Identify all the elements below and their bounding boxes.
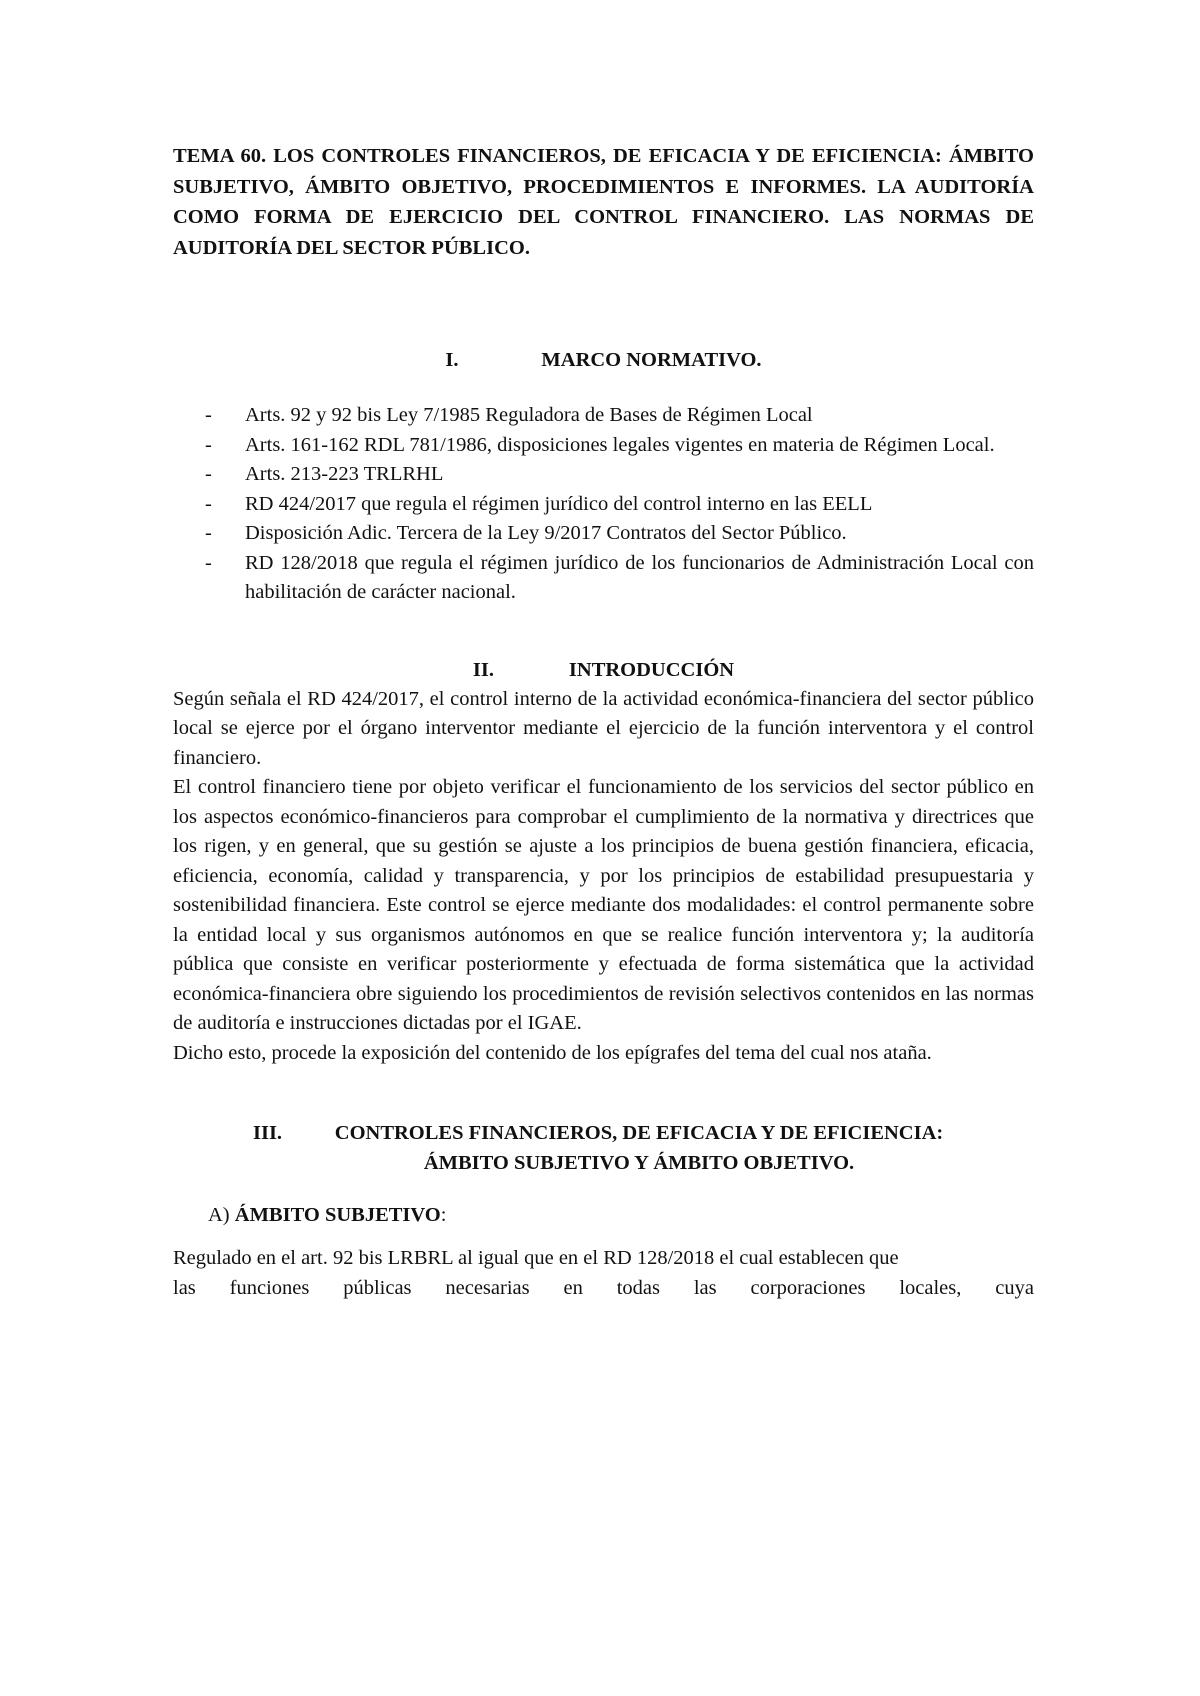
document-title: TEMA 60. LOS CONTROLES FINANCIEROS, DE EFICACIA Y DE EFICIENCIA: ÁMBITO SUBJETIVO, ÁMBITO OBJETIVO, PROCEDIMIENTOS E INFORMES. LA AUDITORÍA COMO FORMA DE EJERCICIO DEL CONTROL FINANCIERO. LAS NORMAS DE AUDITORÍA DEL SECTOR PÚBLICO. — [173, 145, 1034, 259]
subsection-suffix: : — [440, 1204, 447, 1226]
bullet-dash: - — [205, 492, 212, 515]
section-title-line-1: CONTROLES FINANCIEROS, DE EFICACIA Y DE EFICIENCIA: — [334, 1122, 944, 1144]
bullet-dash: - — [205, 404, 212, 426]
list-item: - Arts. 161-162 RDL 781/1986, disposiciones legales vigentes en materia de Régimen Local. — [173, 431, 1034, 461]
section-number: III. — [253, 1122, 283, 1144]
paragraph: Según señala el RD 424/2017, el control interno de la actividad económica-financiera del sector público local se ejerce por el órgano interventor mediante el ejercicio de la función interventora y el control financiero. — [173, 687, 1034, 769]
section-title — [324, 1118, 954, 1178]
list-item: - Arts. 92 y 92 bis Ley 7/1985 Reguladora de Bases de Régimen Local — [173, 401, 1034, 431]
section-number: I. — [445, 349, 459, 371]
regulation-list — [173, 401, 1034, 608]
paragraph: El control financiero tiene por objeto verificar el funcionamiento de los servicios del sector público en los aspectos económico-financieros para comprobar el cumplimiento de la normativa y directrices que los rigen, y en general, que su gestión se ajuste a los principios de buena gestión financiera, eficacia, eficiencia, economía, calidad y transparencia, y por los principios de estabilidad presupuestaria y sostenibilidad financiera. Este control se ejerce mediante dos modalidades: el control permanente sobre la entidad local y sus organismos autónomos en que se realice función interventora y; la auditoría pública que consiste en verificar posteriormente y efectuada de forma sistemática que la actividad económica-financiera obre siguiendo los procedimientos de revisión selectivos contenidos en las normas de auditoría e instrucciones dictadas por el IGAE. — [173, 776, 1034, 1034]
section-title-line-2: ÁMBITO SUBJETIVO Y ÁMBITO OBJETIVO. — [423, 1152, 855, 1174]
bullet-dash: - — [205, 463, 212, 485]
list-item: - Disposición Adic. Tercera de la Ley 9/2017 Contratos del Sector Público. — [173, 519, 1034, 549]
bullet-dash: - — [205, 522, 212, 544]
subsection-heading — [208, 1200, 1034, 1230]
section-heading-controles — [173, 1118, 1034, 1178]
list-item: - RD 424/2017 que regula el régimen jurídico del control interno en las EELL — [173, 490, 1034, 520]
list-item: - Arts. 213-223 TRLRHL — [173, 460, 1034, 490]
list-item: - RD 128/2018 que regula el régimen jurídico de los funcionarios de Administración Local con habilitación de carácter nacional. — [173, 549, 1034, 608]
section-heading-marco-normativo — [173, 345, 1034, 375]
subsection-letter: A) — [208, 1204, 230, 1226]
bullet-dash: - — [205, 433, 212, 456]
section-heading-introduccion — [173, 655, 1034, 685]
section-title: MARCO NORMATIVO. — [541, 349, 762, 371]
section-title: INTRODUCCIÓN — [568, 658, 735, 681]
paragraph-line-justified: las funciones públicas necesarias en todas las corporaciones locales, cuya — [173, 1276, 1034, 1299]
paragraph: Dicho esto, procede la exposición del contenido de los epígrafes del tema del cual nos ataña. — [173, 1041, 932, 1064]
section-number: II. — [472, 658, 495, 681]
subsection-title: ÁMBITO SUBJETIVO — [234, 1204, 441, 1226]
paragraph-ambito-subjetivo — [173, 1244, 1034, 1303]
bullet-dash: - — [205, 551, 212, 574]
paragraph-line: Regulado en el art. 92 bis LRBRL al igual que en el RD 128/2018 el cual establecen que — [173, 1247, 899, 1269]
